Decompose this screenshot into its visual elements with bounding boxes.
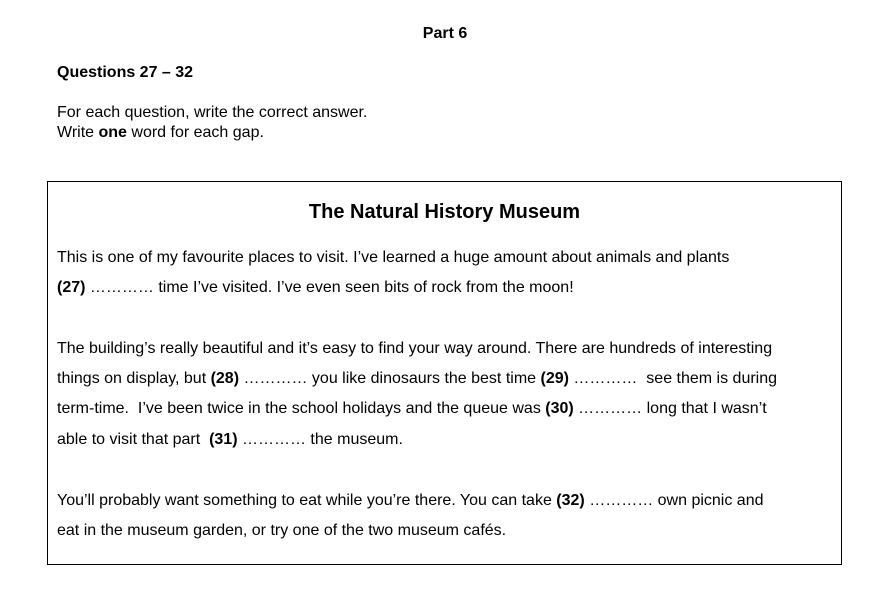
paragraph-3 xyxy=(57,486,842,546)
text-line: eat in the museum garden, or try one of the two museum cafés. xyxy=(57,522,507,540)
text-line: The building’s really beautiful and it’s easy to find your way around. There are hundreds of interesting xyxy=(57,340,773,357)
question-number-27: (27) xyxy=(57,279,86,297)
text-segment: You’ll probably want something to eat while you’re there. You can take xyxy=(57,492,557,509)
question-number-31: (31) xyxy=(209,430,238,448)
text-segment: see them is during xyxy=(637,370,778,388)
instruction-emphasis: one xyxy=(98,124,127,141)
text-segment: able to visit that part xyxy=(57,430,210,448)
text-line xyxy=(57,364,842,394)
article-box xyxy=(47,181,842,565)
answer-gap-32[interactable]: ………… xyxy=(589,492,654,509)
text-line xyxy=(57,273,842,303)
answer-gap-29[interactable]: ………… xyxy=(573,370,638,388)
text-line xyxy=(57,425,842,455)
instruction-text: Write xyxy=(57,124,99,141)
instruction-line-1: For each question, write the correct answer. xyxy=(57,104,368,121)
part-title: Part 6 xyxy=(422,25,468,42)
text-line: This is one of my favourite places to visit. I’ve learned a huge amount about animals and plants xyxy=(57,249,730,266)
text-segment: time I’ve visited. I’ve even seen bits of rock from the moon! xyxy=(153,279,574,297)
instructions xyxy=(57,103,367,143)
question-number-28: (28) xyxy=(210,370,240,388)
text-segment: term-time. I’ve been twice in the school holidays and the queue was xyxy=(57,400,546,418)
text-segment: long that I wasn’t xyxy=(642,400,767,418)
answer-gap-27[interactable]: ………… xyxy=(89,279,154,297)
answer-gap-31[interactable]: ………… xyxy=(241,430,306,448)
text-segment: own picnic and xyxy=(653,492,764,509)
text-line xyxy=(57,486,842,516)
text-line xyxy=(57,394,842,424)
instruction-text: word for each gap. xyxy=(126,124,264,141)
answer-gap-28[interactable]: ………… xyxy=(243,370,308,388)
instruction-line-2 xyxy=(57,123,367,143)
question-number-29: (29) xyxy=(540,370,569,388)
paragraph-2 xyxy=(57,334,842,455)
question-number-30: (30) xyxy=(545,400,574,418)
text-segment: things on display, but xyxy=(57,370,211,388)
question-number-32: (32) xyxy=(556,492,585,509)
answer-gap-30[interactable]: ………… xyxy=(578,400,643,418)
text-segment: you like dinosaurs the best time xyxy=(307,370,541,388)
paragraph-1 xyxy=(57,243,842,303)
questions-heading: Questions 27 – 32 xyxy=(57,64,194,81)
article-title: The Natural History Museum xyxy=(308,201,581,223)
text-segment: the museum. xyxy=(305,430,403,448)
